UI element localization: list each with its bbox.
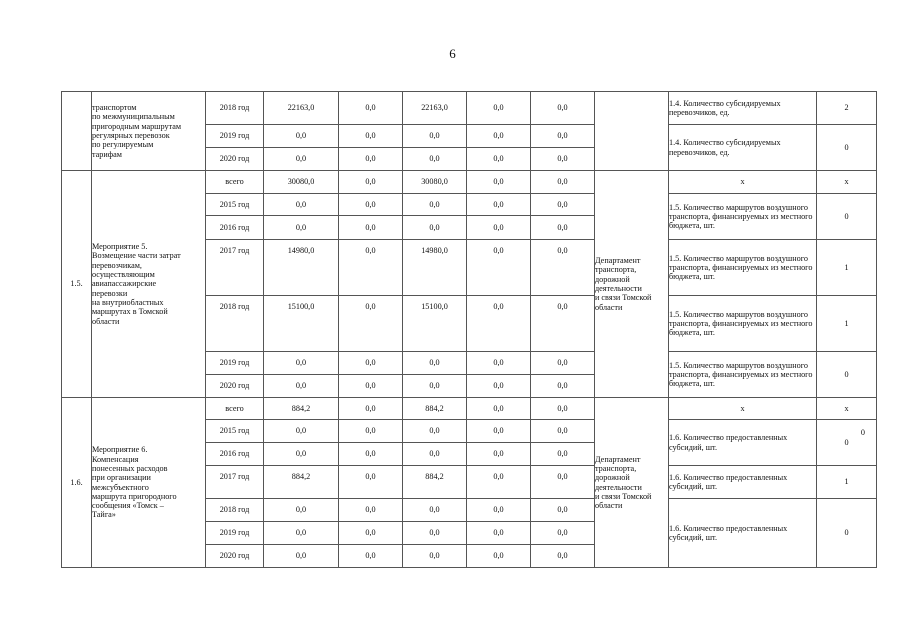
indicator-value-cell: 0 <box>817 125 877 171</box>
value-cell: 14980,0 <box>264 240 339 296</box>
year-cell: 2019 год <box>206 125 264 148</box>
year-cell: всего <box>206 398 264 420</box>
value-cell: 0,0 <box>264 125 339 148</box>
department-cell: Департамент транспорта, дорожной деятельности и связи Томской области <box>595 398 669 568</box>
value-cell: 30080,0 <box>403 171 467 194</box>
indicator-cell: 1.6. Количество предоставленных субсидий, шт. <box>669 499 817 568</box>
indicator-value: 0 <box>844 437 849 447</box>
year-cell: 2020 год <box>206 375 264 398</box>
year-cell: 2019 год <box>206 522 264 545</box>
value-cell: 0,0 <box>403 443 467 466</box>
value-cell: 0,0 <box>467 216 531 240</box>
value-cell: 0,0 <box>403 194 467 216</box>
value-cell: 0,0 <box>531 125 595 148</box>
indicator-cell: 1.6. Количество предоставленных субсидий, шт. <box>669 420 817 466</box>
year-cell: 2015 год <box>206 194 264 216</box>
indicator-cell: х <box>669 171 817 194</box>
indicator-value-cell: 0 <box>817 352 877 398</box>
value-cell: 0,0 <box>467 296 531 352</box>
value-cell: 0,0 <box>339 522 403 545</box>
value-cell: 0,0 <box>339 148 403 171</box>
value-cell: 15100,0 <box>264 296 339 352</box>
value-cell: 0,0 <box>467 375 531 398</box>
department-cell: Департамент транспорта, дорожной деятельности и связи Томской области <box>595 171 669 398</box>
value-cell: 0,0 <box>403 375 467 398</box>
value-cell: 0,0 <box>467 545 531 568</box>
value-cell: 0,0 <box>531 240 595 296</box>
value-cell: 22163,0 <box>264 92 339 125</box>
row-number-cell: 1.6. <box>62 398 92 568</box>
value-cell: 30080,0 <box>264 171 339 194</box>
value-cell: 0,0 <box>531 398 595 420</box>
value-cell: 0,0 <box>531 522 595 545</box>
value-cell: 0,0 <box>403 216 467 240</box>
indicator-value-cell: 1 <box>817 466 877 499</box>
year-cell: 2016 год <box>206 216 264 240</box>
year-cell: 2015 год <box>206 420 264 443</box>
value-cell: 884,2 <box>403 466 467 499</box>
year-cell: 2017 год <box>206 240 264 296</box>
indicator-value-cell: х <box>817 171 877 194</box>
indicator-cell: 1.5. Количество маршрутов воздушного транспорта, финансируемых из местного бюджета, шт. <box>669 296 817 352</box>
value-cell: 0,0 <box>264 499 339 522</box>
value-cell: 0,0 <box>531 352 595 375</box>
value-cell: 0,0 <box>531 420 595 443</box>
table-row <box>62 171 877 194</box>
value-cell: 0,0 <box>339 398 403 420</box>
value-cell: 884,2 <box>403 398 467 420</box>
value-cell: 0,0 <box>403 522 467 545</box>
value-cell: 0,0 <box>339 296 403 352</box>
value-cell: 0,0 <box>264 375 339 398</box>
value-cell: 0,0 <box>531 545 595 568</box>
department-cell <box>595 92 669 171</box>
page-number: 6 <box>449 46 456 61</box>
value-cell: 15100,0 <box>403 296 467 352</box>
value-cell: 0,0 <box>403 420 467 443</box>
indicator-value-cell: 1 <box>817 296 877 352</box>
indicator-value-cell: 2 <box>817 92 877 125</box>
value-cell: 0,0 <box>339 352 403 375</box>
value-cell: 0,0 <box>339 499 403 522</box>
row-number-cell <box>62 92 92 171</box>
value-cell: 0,0 <box>264 194 339 216</box>
indicator-value-cell <box>817 420 877 466</box>
table-row <box>62 92 877 125</box>
activity-name-cell: Мероприятие 6. Компенсация понесенных расходов при организации межсубъектного маршрута пригородного сообщения «Томск – Тайга» <box>92 398 206 568</box>
value-cell: 0,0 <box>531 216 595 240</box>
value-cell: 0,0 <box>264 545 339 568</box>
value-cell: 0,0 <box>339 545 403 568</box>
value-cell: 0,0 <box>339 171 403 194</box>
activity-name-cell: Мероприятие 5. Возмещение части затрат перевозчикам, осуществляющим авиапассажирские перевозки на внутриобластных маршрутах в Томской области <box>92 171 206 398</box>
value-cell: 0,0 <box>531 194 595 216</box>
value-cell: 0,0 <box>467 466 531 499</box>
value-cell: 22163,0 <box>403 92 467 125</box>
value-cell: 0,0 <box>467 398 531 420</box>
indicator-cell: 1.5. Количество маршрутов воздушного транспорта, финансируемых из местного бюджета, шт. <box>669 240 817 296</box>
value-cell: 0,0 <box>403 148 467 171</box>
indicator-cell: 1.5. Количество маршрутов воздушного транспорта, финансируемых из местного бюджета, шт. <box>669 352 817 398</box>
value-cell: 0,0 <box>467 240 531 296</box>
year-cell: всего <box>206 171 264 194</box>
indicator-value-extra: 0 <box>860 428 865 437</box>
value-cell: 0,0 <box>264 522 339 545</box>
value-cell: 0,0 <box>264 352 339 375</box>
indicator-cell: 1.4. Количество субсидируемых перевозчиков, ед. <box>669 92 817 125</box>
value-cell: 0,0 <box>264 420 339 443</box>
indicator-value-cell: 1 <box>817 240 877 296</box>
value-cell: 0,0 <box>531 92 595 125</box>
value-cell: 0,0 <box>403 545 467 568</box>
value-cell: 0,0 <box>339 240 403 296</box>
value-cell: 0,0 <box>467 499 531 522</box>
indicator-value-cell: 0 <box>817 499 877 568</box>
indicator-cell: х <box>669 398 817 420</box>
year-cell: 2019 год <box>206 352 264 375</box>
indicator-value-cell: х <box>817 398 877 420</box>
row-number-cell: 1.5. <box>62 171 92 398</box>
year-cell: 2018 год <box>206 296 264 352</box>
value-cell: 0,0 <box>467 352 531 375</box>
value-cell: 0,0 <box>531 296 595 352</box>
value-cell: 0,0 <box>467 171 531 194</box>
indicator-cell: 1.6. Количество предоставленных субсидий, шт. <box>669 466 817 499</box>
value-cell: 0,0 <box>339 466 403 499</box>
value-cell: 0,0 <box>467 420 531 443</box>
value-cell: 884,2 <box>264 466 339 499</box>
value-cell: 14980,0 <box>403 240 467 296</box>
year-cell: 2020 год <box>206 545 264 568</box>
value-cell: 0,0 <box>531 171 595 194</box>
value-cell: 0,0 <box>339 125 403 148</box>
value-cell: 0,0 <box>467 443 531 466</box>
indicator-cell: 1.4. Количество субсидируемых перевозчиков, ед. <box>669 125 817 171</box>
value-cell: 0,0 <box>531 375 595 398</box>
year-cell: 2016 год <box>206 443 264 466</box>
value-cell: 0,0 <box>467 522 531 545</box>
value-cell: 0,0 <box>403 352 467 375</box>
year-cell: 2018 год <box>206 499 264 522</box>
value-cell: 0,0 <box>467 148 531 171</box>
value-cell: 0,0 <box>531 443 595 466</box>
value-cell: 0,0 <box>339 375 403 398</box>
value-cell: 0,0 <box>339 443 403 466</box>
value-cell: 0,0 <box>264 443 339 466</box>
year-cell: 2018 год <box>206 92 264 125</box>
value-cell: 0,0 <box>339 92 403 125</box>
value-cell: 884,2 <box>264 398 339 420</box>
value-cell: 0,0 <box>264 216 339 240</box>
value-cell: 0,0 <box>531 148 595 171</box>
value-cell: 0,0 <box>531 466 595 499</box>
value-cell: 0,0 <box>467 194 531 216</box>
indicator-value-cell: 0 <box>817 194 877 240</box>
program-activities-table <box>61 91 877 568</box>
year-cell: 2020 год <box>206 148 264 171</box>
value-cell: 0,0 <box>467 92 531 125</box>
value-cell: 0,0 <box>403 499 467 522</box>
indicator-cell: 1.5. Количество маршрутов воздушного транспорта, финансируемых из местного бюджета, шт. <box>669 194 817 240</box>
value-cell: 0,0 <box>403 125 467 148</box>
activity-name-cell: транспортом по межмуниципальным пригородным маршрутам регулярных перевозок по регулируемым тарифам <box>92 92 206 171</box>
table-row <box>62 398 877 420</box>
value-cell: 0,0 <box>531 499 595 522</box>
value-cell: 0,0 <box>339 420 403 443</box>
value-cell: 0,0 <box>264 148 339 171</box>
value-cell: 0,0 <box>467 125 531 148</box>
value-cell: 0,0 <box>339 216 403 240</box>
year-cell: 2017 год <box>206 466 264 499</box>
value-cell: 0,0 <box>339 194 403 216</box>
